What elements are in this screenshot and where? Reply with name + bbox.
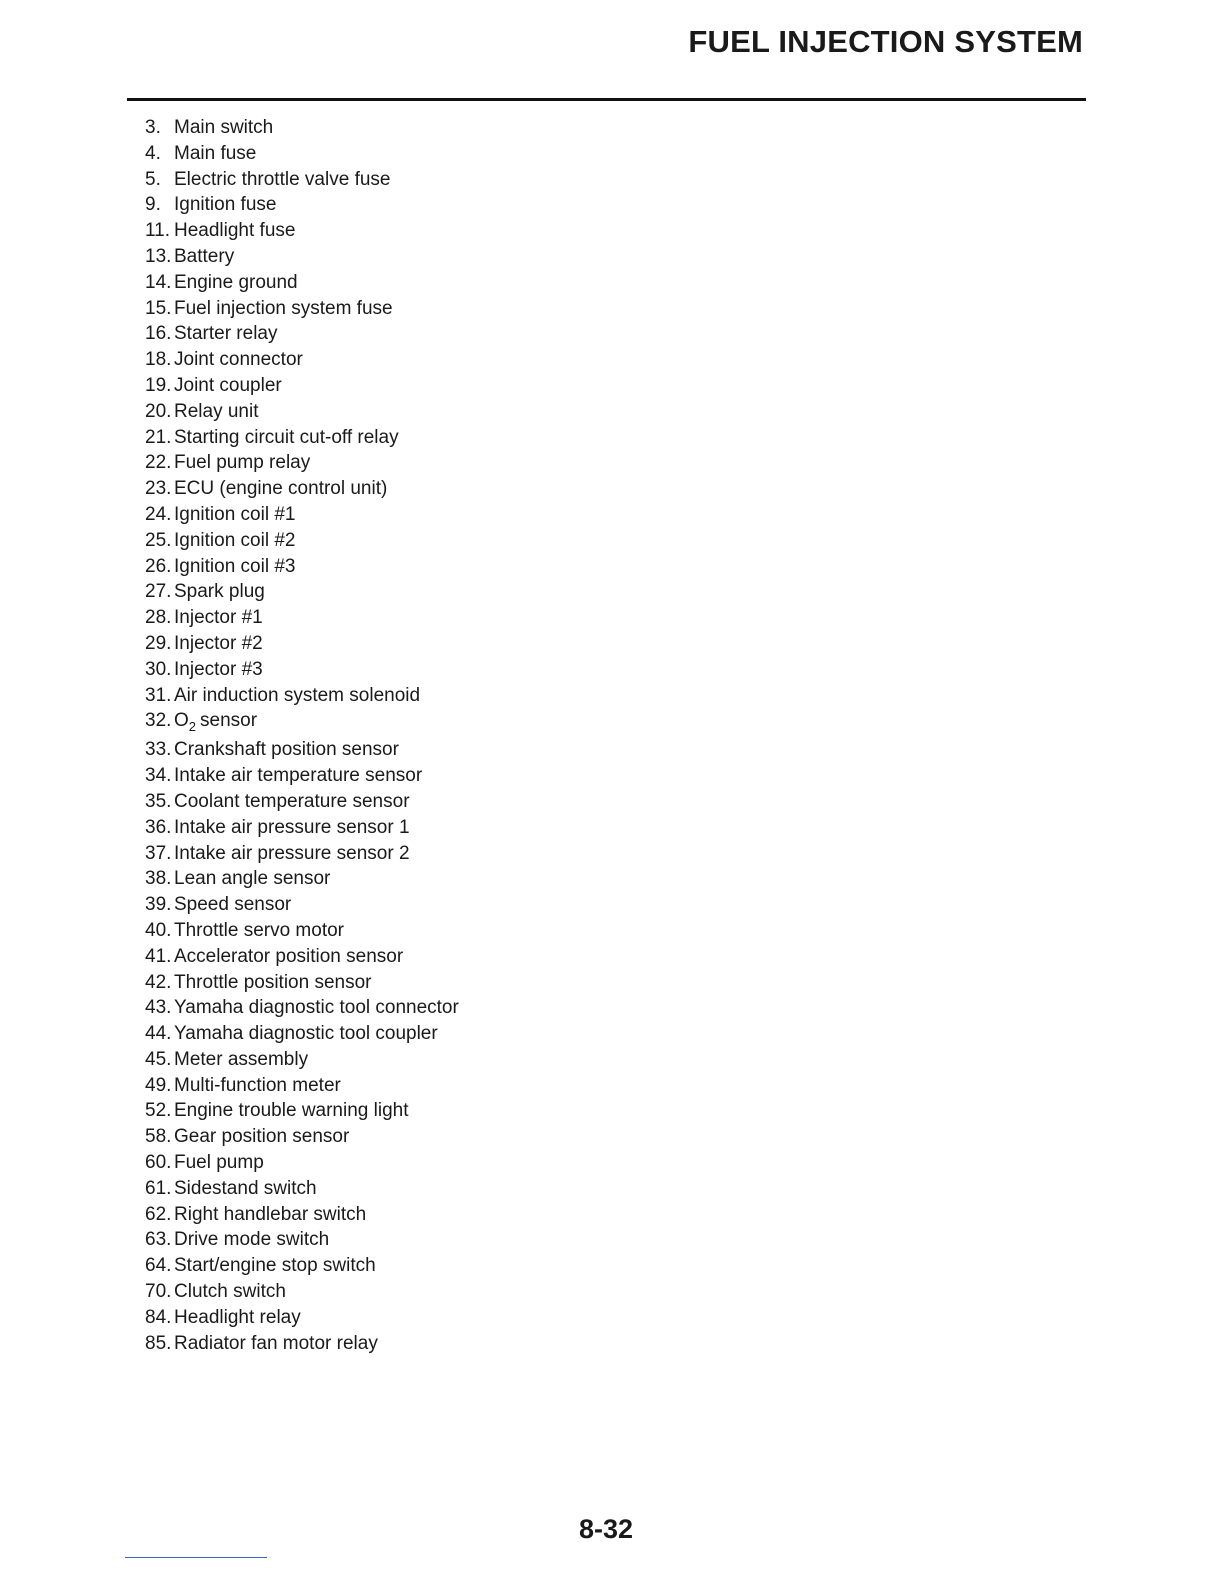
item-label: Yamaha diagnostic tool connector <box>174 997 459 1019</box>
list-item <box>145 631 459 657</box>
item-number: 13. <box>145 245 172 267</box>
item-number: 31. <box>145 684 172 706</box>
item-label: Ignition fuse <box>174 194 277 216</box>
list-item <box>145 789 459 815</box>
list-item <box>145 192 459 218</box>
page-number: 8-32 <box>578 1514 634 1544</box>
item-label: Speed sensor <box>174 894 292 916</box>
item-number: 11. <box>145 220 171 242</box>
item-label: Injector #1 <box>174 607 263 629</box>
item-label: Accelerator position sensor <box>174 945 404 967</box>
list-item <box>145 502 459 528</box>
item-number: 29. <box>145 632 172 654</box>
item-label: Joint connector <box>174 349 303 371</box>
list-item <box>145 115 459 141</box>
item-label <box>174 708 257 734</box>
item-label: Joint coupler <box>174 374 282 396</box>
list-item <box>145 1124 459 1150</box>
item-label: Relay unit <box>174 400 259 422</box>
item-label: Meter assembly <box>174 1048 309 1070</box>
item-label: Radiator fan motor relay <box>174 1332 378 1354</box>
list-item <box>145 141 459 167</box>
item-label: Fuel injection system fuse <box>174 297 393 319</box>
item-number: 49. <box>145 1074 172 1096</box>
item-number: 28. <box>145 607 172 629</box>
item-label: ECU (engine control unit) <box>174 478 388 500</box>
list-item <box>145 605 459 631</box>
parts-list <box>145 115 459 1356</box>
item-number: 16. <box>145 323 172 345</box>
item-number: 44. <box>145 1023 172 1045</box>
item-label: Main switch <box>174 117 274 138</box>
item-number: 39. <box>145 894 172 916</box>
item-number: 41. <box>145 945 172 967</box>
list-item <box>145 1073 459 1099</box>
list-item <box>145 1253 459 1279</box>
item-label: Lean angle sensor <box>174 868 331 890</box>
item-label: Yamaha diagnostic tool coupler <box>174 1023 438 1045</box>
list-item <box>145 995 459 1021</box>
list-item <box>145 244 459 270</box>
item-label: Ignition coil #1 <box>174 503 296 525</box>
list-item <box>145 321 459 347</box>
list-item <box>145 476 459 502</box>
item-label: Fuel pump relay <box>174 452 311 474</box>
list-item <box>145 296 459 322</box>
item-number: 5. <box>145 168 161 190</box>
item-label: Drive mode switch <box>174 1229 330 1251</box>
list-item <box>145 1279 459 1305</box>
list-item <box>145 708 459 737</box>
item-number: 9. <box>145 194 161 216</box>
list-item <box>145 866 459 892</box>
page-title: FUEL INJECTION SYSTEM <box>688 24 1083 59</box>
list-item <box>145 528 459 554</box>
list-item <box>145 1305 459 1331</box>
item-label: Headlight fuse <box>174 220 296 242</box>
o2-symbol: O <box>174 710 189 732</box>
list-item <box>145 1331 459 1357</box>
item-number: 30. <box>145 658 172 680</box>
item-label: Starter relay <box>174 323 278 345</box>
item-label: Right handlebar switch <box>174 1203 367 1225</box>
item-label: Throttle servo motor <box>174 919 344 941</box>
list-item <box>145 373 459 399</box>
item-number: 43. <box>145 997 172 1019</box>
list-item <box>145 450 459 476</box>
item-number: 14. <box>145 271 172 293</box>
item-number: 35. <box>145 790 172 812</box>
item-label: Intake air temperature sensor <box>174 765 423 787</box>
list-item <box>145 1021 459 1047</box>
item-label: Throttle position sensor <box>174 971 372 993</box>
list-item <box>145 270 459 296</box>
list-item <box>145 1227 459 1253</box>
item-number: 60. <box>145 1152 172 1174</box>
title-divider <box>127 98 1086 101</box>
list-item <box>145 1047 459 1073</box>
item-label: Fuel pump <box>174 1152 264 1174</box>
list-item <box>145 841 459 867</box>
item-label: Gear position sensor <box>174 1126 350 1148</box>
item-number: 24. <box>145 503 172 525</box>
item-label: Start/engine stop switch <box>174 1255 376 1277</box>
item-label: Clutch switch <box>174 1281 286 1303</box>
item-label: Headlight relay <box>174 1306 301 1328</box>
item-label: Coolant temperature sensor <box>174 790 410 812</box>
item-number: 20. <box>145 400 172 422</box>
list-item <box>145 763 459 789</box>
item-number: 85. <box>145 1332 172 1354</box>
list-item <box>145 1202 459 1228</box>
item-number: 15. <box>145 297 172 319</box>
item-number: 32. <box>145 710 172 732</box>
list-item <box>145 944 459 970</box>
item-label: Starting circuit cut-off relay <box>174 426 399 448</box>
o2-label-suffix: sensor <box>200 710 258 732</box>
list-item <box>145 918 459 944</box>
item-label: Multi-function meter <box>174 1074 341 1096</box>
item-number: 23. <box>145 478 172 500</box>
list-item <box>145 815 459 841</box>
item-number: 33. <box>145 739 172 761</box>
item-number: 40. <box>145 919 172 941</box>
list-item <box>145 737 459 763</box>
item-label: Air induction system solenoid <box>174 684 421 706</box>
o2-subscript: 2 <box>188 719 197 735</box>
list-item <box>145 425 459 451</box>
item-number: 25. <box>145 529 172 551</box>
item-number: 62. <box>145 1203 172 1225</box>
item-label: Ignition coil #2 <box>174 529 296 551</box>
item-label: Crankshaft position sensor <box>174 739 399 761</box>
list-item <box>145 970 459 996</box>
item-number: 27. <box>145 581 172 603</box>
item-label: Engine ground <box>174 271 298 293</box>
item-number: 63. <box>145 1229 172 1251</box>
item-number: 84. <box>145 1306 172 1328</box>
list-item <box>145 579 459 605</box>
item-label: Engine trouble warning light <box>174 1100 409 1122</box>
item-number: 22. <box>145 452 172 474</box>
item-number: 21. <box>145 426 172 448</box>
item-number: 70. <box>145 1281 172 1303</box>
list-item <box>145 1176 459 1202</box>
item-number: 37. <box>145 842 172 864</box>
item-label: Electric throttle valve fuse <box>174 168 391 190</box>
item-number: 4. <box>145 142 161 164</box>
item-number: 64. <box>145 1255 172 1277</box>
item-number: 45. <box>145 1048 172 1070</box>
list-item <box>145 683 459 709</box>
item-number: 58. <box>145 1126 172 1148</box>
list-item <box>145 892 459 918</box>
list-item <box>145 218 459 244</box>
item-number: 36. <box>145 816 172 838</box>
footer-link-underline <box>125 1557 267 1558</box>
item-label: Spark plug <box>174 581 265 603</box>
list-item <box>145 167 459 193</box>
item-number: 42. <box>145 971 172 993</box>
item-label: Intake air pressure sensor 1 <box>174 816 410 838</box>
item-number: 18. <box>145 349 172 371</box>
item-number: 61. <box>145 1177 172 1199</box>
item-number: 34. <box>145 765 172 787</box>
list-item <box>145 554 459 580</box>
item-number: 38. <box>145 868 172 890</box>
list-item <box>145 657 459 683</box>
item-label: Battery <box>174 245 235 267</box>
item-label: Sidestand switch <box>174 1177 317 1199</box>
item-label: Injector #3 <box>174 658 263 680</box>
list-item <box>145 1150 459 1176</box>
item-number: 52. <box>145 1100 172 1122</box>
item-label: Ignition coil #3 <box>174 555 296 577</box>
item-number: 3. <box>145 117 161 138</box>
item-number: 19. <box>145 374 172 396</box>
item-label: Main fuse <box>174 142 257 164</box>
list-item <box>145 347 459 373</box>
list-item <box>145 1098 459 1124</box>
item-number: 26. <box>145 555 172 577</box>
item-label: Injector #2 <box>174 632 263 654</box>
list-item <box>145 399 459 425</box>
item-label: Intake air pressure sensor 2 <box>174 842 410 864</box>
